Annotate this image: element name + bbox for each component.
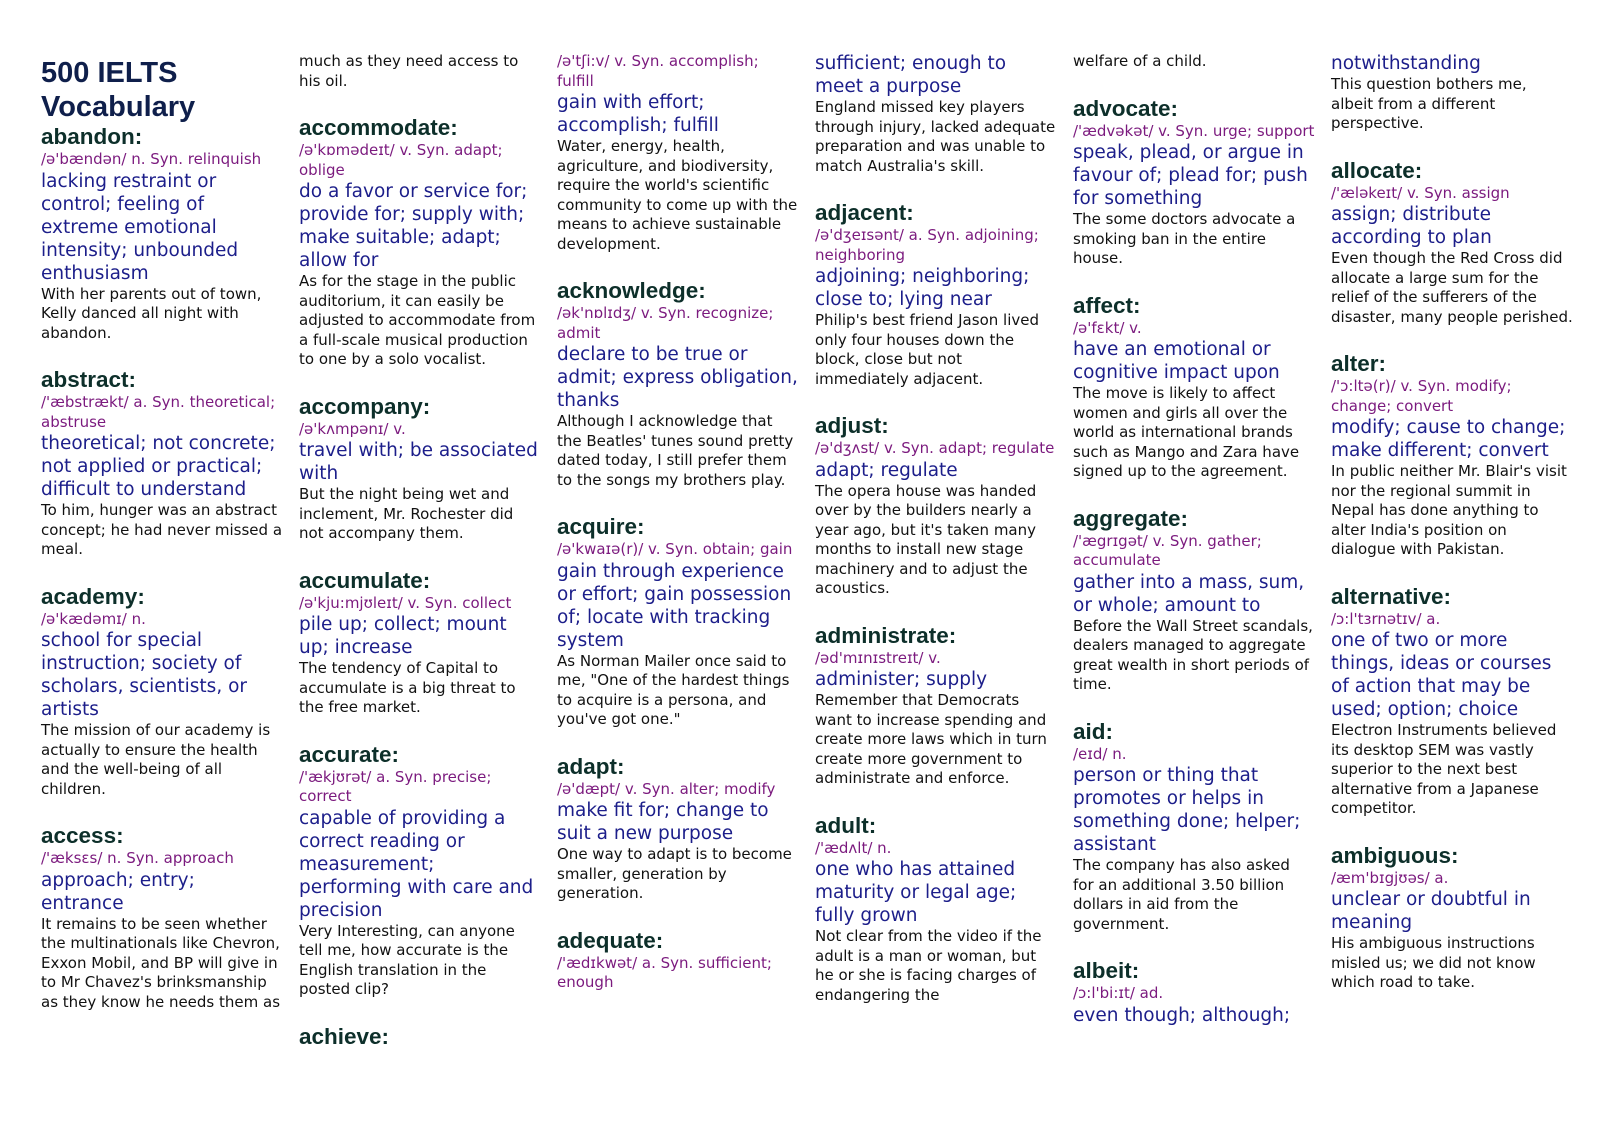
entry-definition: modify; cause to change; make different; convert <box>1331 417 1566 461</box>
vocab-entry-continued <box>299 52 541 91</box>
entry-word: affect: <box>1073 292 1141 318</box>
entry-pronunciation: /əd'mɪnɪstreɪt/ v. <box>815 648 941 667</box>
entry-word: adjacent: <box>815 200 914 225</box>
entry-definition: administer; supply <box>815 669 988 690</box>
entry-definition: sufficient; enough to meet a purpose <box>815 53 1007 97</box>
entry-word: adult: <box>815 812 877 838</box>
entry-pronunciation: /ə'bændən/ n. Syn. relinquish <box>41 150 262 168</box>
entry-pronunciation: /'ædɪkwət/ a. Syn. sufficient; enough <box>557 953 772 991</box>
entry-definition: lacking restraint or control; feeling of extreme emotional intensity; unbounded enthusiasm <box>41 170 239 284</box>
entry-word: ambiguous: <box>1331 842 1459 868</box>
vocab-entry-aggregate <box>1073 506 1315 695</box>
column-2 <box>299 52 541 1074</box>
entry-definition: notwithstanding <box>1331 53 1481 74</box>
entry-pronunciation: /'ækjʊrət/ a. Syn. precise; correct <box>299 767 492 805</box>
entry-example: But the night being wet and inclement, Mr. Rochester did not accompany them. <box>299 485 514 542</box>
entry-example: His ambiguous instructions misled us; we did not know which road to take. <box>1331 934 1536 991</box>
entry-example: The tendency of Capital to accumulate is a big threat to the free market. <box>299 659 516 716</box>
column-3 <box>557 52 799 1017</box>
entry-word: academy: <box>41 583 145 609</box>
entry-pronunciation: /ə'dʒeɪsənt/ a. Syn. adjoining; neighboring <box>815 226 1039 264</box>
entry-pronunciation: /ək'nɒlɪdʒ/ v. Syn. recognize; admit <box>557 304 774 342</box>
entry-word: access: <box>41 823 124 848</box>
vocab-entry-abandon <box>41 124 283 343</box>
entry-example: The move is likely to affect women and girls all over the world as international brands such as Mango and Zara have signed up to the agreement. <box>1073 384 1300 480</box>
vocab-entry-allocate <box>1331 158 1573 328</box>
entry-definition: person or thing that promotes or helps in something done; helper; assistant <box>1073 765 1301 855</box>
vocab-entry-achieve <box>299 1024 541 1050</box>
entry-example: As Norman Mailer once said to me, "One of the hardest things to acquire is a persona, and you've got one." <box>557 651 790 728</box>
vocab-entry-affect <box>1073 293 1315 482</box>
entry-definition: one who has attained maturity or legal age; fully grown <box>815 859 1017 926</box>
column-6 <box>1331 52 1573 1017</box>
vocab-entry-adapt <box>557 754 799 904</box>
vocab-entry-adequate <box>557 928 799 993</box>
vocab-entry-adequate-continued <box>815 52 1057 176</box>
entry-definition: gain through experience or effort; gain possession of; locate with tracking system <box>557 560 792 651</box>
vocab-entry-achieve-continued <box>557 52 799 254</box>
entry-example: Electron Instruments believed its desktop SEM was vastly superior to the next best alternative from a Japanese competitor. <box>1331 721 1557 817</box>
entry-pronunciation: /ə'kædəmɪ/ n. <box>41 609 146 628</box>
entry-pronunciation: /ə'fɛkt/ v. <box>1073 318 1142 337</box>
entry-word: advocate: <box>1073 95 1179 121</box>
entry-example: One way to adapt is to become smaller, generation by generation. <box>557 845 792 902</box>
entry-definition: even though; although; <box>1073 1004 1291 1026</box>
entry-definition: adapt; regulate <box>815 459 958 481</box>
entry-example: As for the stage in the public auditorium, it can easily be adjusted to accommodate from a full-scale musical production to one by a solo vocalist. <box>299 272 536 368</box>
entry-word: adapt: <box>557 753 625 779</box>
entry-word: accurate: <box>299 741 400 767</box>
vocab-entry-adjacent <box>815 200 1057 389</box>
entry-pronunciation: /ə'kwaɪə(r)/ v. Syn. obtain; gain <box>557 540 793 558</box>
entry-pronunciation: /ə'dæpt/ v. Syn. alter; modify <box>557 779 776 798</box>
entry-example: Not clear from the video if the adult is a man or woman, but he or she is facing charges of endangering the <box>815 927 1042 1004</box>
entry-definition: theoretical; not concrete; not applied or practical; difficult to understand <box>41 433 276 500</box>
entry-word: accompany: <box>299 393 431 419</box>
entry-word: abandon: <box>41 124 143 149</box>
vocab-entry-administrate <box>815 623 1057 789</box>
entry-word: adjust: <box>815 413 889 438</box>
entry-pronunciation: /ə'tʃi:v/ v. Syn. accomplish; fulfill <box>557 52 759 90</box>
entry-definition: have an emotional or cognitive impact upon <box>1073 339 1280 383</box>
entry-definition: approach; entry; entrance <box>41 869 195 914</box>
column-4 <box>815 52 1057 1029</box>
entry-definition: one of two or more things, ideas or courses of action that may be used; option; choice <box>1331 630 1552 720</box>
entry-pronunciation: /'ædʌlt/ n. <box>815 838 892 857</box>
entry-pronunciation: /ɔ:l'tɜrnətɪv/ a. <box>1331 609 1441 628</box>
entry-pronunciation: /'æləkeɪt/ v. Syn. assign <box>1331 183 1510 202</box>
entry-example: The some doctors advocate a smoking ban in the entire house. <box>1073 210 1296 267</box>
vocab-entry-ambiguous <box>1331 843 1573 993</box>
entry-pronunciation: /ə'kʌmpənɪ/ v. <box>299 419 406 438</box>
vocab-entry-academy <box>41 584 283 800</box>
entry-example: England missed key players through injury, lacked adequate preparation and was unable to match Australia's skill. <box>815 98 1056 175</box>
entry-definition: declare to be true or admit; express obligation, thanks <box>557 344 798 411</box>
entry-example: Even though the Red Cross did allocate a large sum for the relief of the sufferers of the disaster, many people perished. <box>1331 249 1573 326</box>
entry-example: Although I acknowledge that the Beatles' tunes sound pretty dated today, I still prefer them to the songs my brothers play. <box>557 412 794 489</box>
entry-example: Before the Wall Street scandals, dealers managed to aggregate great wealth in short periods of time. <box>1073 616 1313 693</box>
entry-word: albeit: <box>1073 958 1140 983</box>
entry-word: acquire: <box>557 514 645 539</box>
entry-definition: capable of providing a correct reading or measurement; performing with care and precision <box>299 807 534 921</box>
entry-example: Philip's best friend Jason lived only four houses down the block, close but not immediately adjacent. <box>815 311 1039 388</box>
vocab-entry-acquire <box>557 514 799 730</box>
entry-pronunciation: /'ɔ:ltə(r)/ v. Syn. modify; change; convert <box>1331 377 1512 415</box>
entry-word: accommodate: <box>299 115 458 140</box>
entry-pronunciation: /'ægrɪgət/ v. Syn. gather; accumulate <box>1073 531 1262 569</box>
entry-word: aid: <box>1073 718 1114 744</box>
entry-definition: assign; distribute according to plan <box>1331 204 1492 248</box>
vocab-entry-acknowledge <box>557 278 799 490</box>
entry-definition: speak, plead, or argue in favour of; plead for; push for something <box>1073 142 1308 209</box>
entry-definition: school for special instruction; society of scholars, scientists, or artists <box>41 630 248 720</box>
vocab-entry-alternative <box>1331 584 1573 819</box>
entry-example-continued: much as they need access to his oil. <box>299 52 519 90</box>
entry-example: This question bothers me, albeit from a different perspective. <box>1331 75 1527 132</box>
entry-word: acknowledge: <box>557 278 706 303</box>
entry-word: allocate: <box>1331 157 1423 183</box>
entry-example: Water, energy, health, agriculture, and biodiversity, require the world's scientific community to come up with the means to achieve sustainable development. <box>557 137 798 253</box>
entry-example-continued: welfare of a child. <box>1073 52 1207 70</box>
vocab-entry-adult <box>815 813 1057 1006</box>
entry-example: To him, hunger was an abstract concept; he had never missed a meal. <box>41 501 283 558</box>
vocab-entry-adjust <box>815 413 1057 599</box>
entry-pronunciation: /'æbstrækt/ a. Syn. theoretical; abstruse <box>41 393 276 431</box>
column-1 <box>41 52 283 1036</box>
entry-word: aggregate: <box>1073 505 1189 531</box>
vocab-entry-accurate <box>299 742 541 1000</box>
entry-definition: adjoining; neighboring; close to; lying near <box>815 266 1030 310</box>
entry-word: administrate: <box>815 622 957 648</box>
entry-word: adequate: <box>557 927 664 953</box>
entry-example: The mission of our academy is actually to ensure the health and the well-being of all children. <box>41 721 271 798</box>
vocab-entry-access <box>41 823 283 1012</box>
vocab-entry-accompany <box>299 394 541 544</box>
entry-pronunciation: /ɔ:l'bi:ɪt/ ad. <box>1073 984 1164 1002</box>
entry-example: Very Interesting, can anyone tell me, how accurate is the English translation in the posted clip? <box>299 921 515 998</box>
entry-pronunciation: /ə'dʒʌst/ v. Syn. adapt; regulate <box>815 439 1055 457</box>
vocab-entry-advocate <box>1073 96 1315 269</box>
entry-word: achieve: <box>299 1023 390 1049</box>
entry-word: accumulate: <box>299 567 431 593</box>
entry-pronunciation: /æm'bɪgjʊəs/ a. <box>1331 868 1449 887</box>
entry-definition: do a favor or service for; provide for; supply with; make suitable; adapt; allow for <box>299 181 528 271</box>
vocab-entry-accommodate <box>299 115 541 370</box>
entry-example: In public neither Mr. Blair's visit nor the regional summit in Nepal has done anything to alter India's position on dialogue with Pakistan. <box>1331 462 1567 558</box>
page-title: 500 IELTS Vocabulary <box>41 57 196 123</box>
vocab-entry-aid <box>1073 719 1315 935</box>
entry-definition: unclear or doubtful in meaning <box>1331 889 1531 933</box>
entry-definition: gain with effort; accomplish; fulfill <box>557 92 719 136</box>
entry-pronunciation: /'æksɛs/ n. Syn. approach <box>41 849 234 867</box>
entry-example: Remember that Democrats want to increase spending and create more laws which in turn create more government to administrate and enforce. <box>815 691 1047 787</box>
vocab-entry-albeit <box>1073 958 1315 1027</box>
entry-example: The opera house was handed over by the builders nearly a year ago, but it's taken many months to install new stage machinery and to adjust the acoustics. <box>815 481 1037 597</box>
entry-pronunciation: /eɪd/ n. <box>1073 744 1127 763</box>
entry-word: abstract: <box>41 367 137 392</box>
entry-word: alter: <box>1331 351 1387 376</box>
entry-definition: gather into a mass, sum, or whole; amount to <box>1073 571 1305 616</box>
entry-definition: travel with; be associated with <box>299 440 538 484</box>
entry-definition: make fit for; change to suit a new purpose <box>557 800 769 844</box>
vocab-entry-alter <box>1331 351 1573 560</box>
entry-definition: pile up; collect; mount up; increase <box>299 614 507 658</box>
entry-pronunciation: /ə'kɒmədeɪt/ v. Syn. adapt; oblige <box>299 141 503 179</box>
entry-example: The company has also asked for an additional 3.50 billion dollars in aid from the government. <box>1073 856 1290 933</box>
entry-word: alternative: <box>1331 583 1452 609</box>
vocab-entry-continued <box>1073 52 1315 72</box>
entry-example: With her parents out of town, Kelly danced all night with abandon. <box>41 284 262 342</box>
entry-pronunciation: /'ædvəkət/ v. Syn. urge; support <box>1073 121 1315 140</box>
column-5 <box>1073 52 1315 1051</box>
vocab-entry-albeit-continued <box>1331 52 1573 134</box>
vocab-entry-abstract <box>41 367 283 560</box>
entry-pronunciation: /ə'kju:mjʊleɪt/ v. Syn. collect <box>299 593 512 612</box>
vocab-entry-accumulate <box>299 568 541 718</box>
entry-example: It remains to be seen whether the multinationals like Chevron, Exxon Mobil, and BP will give in to Mr Chavez's brinksmanship as they know he needs them as <box>41 914 281 1011</box>
